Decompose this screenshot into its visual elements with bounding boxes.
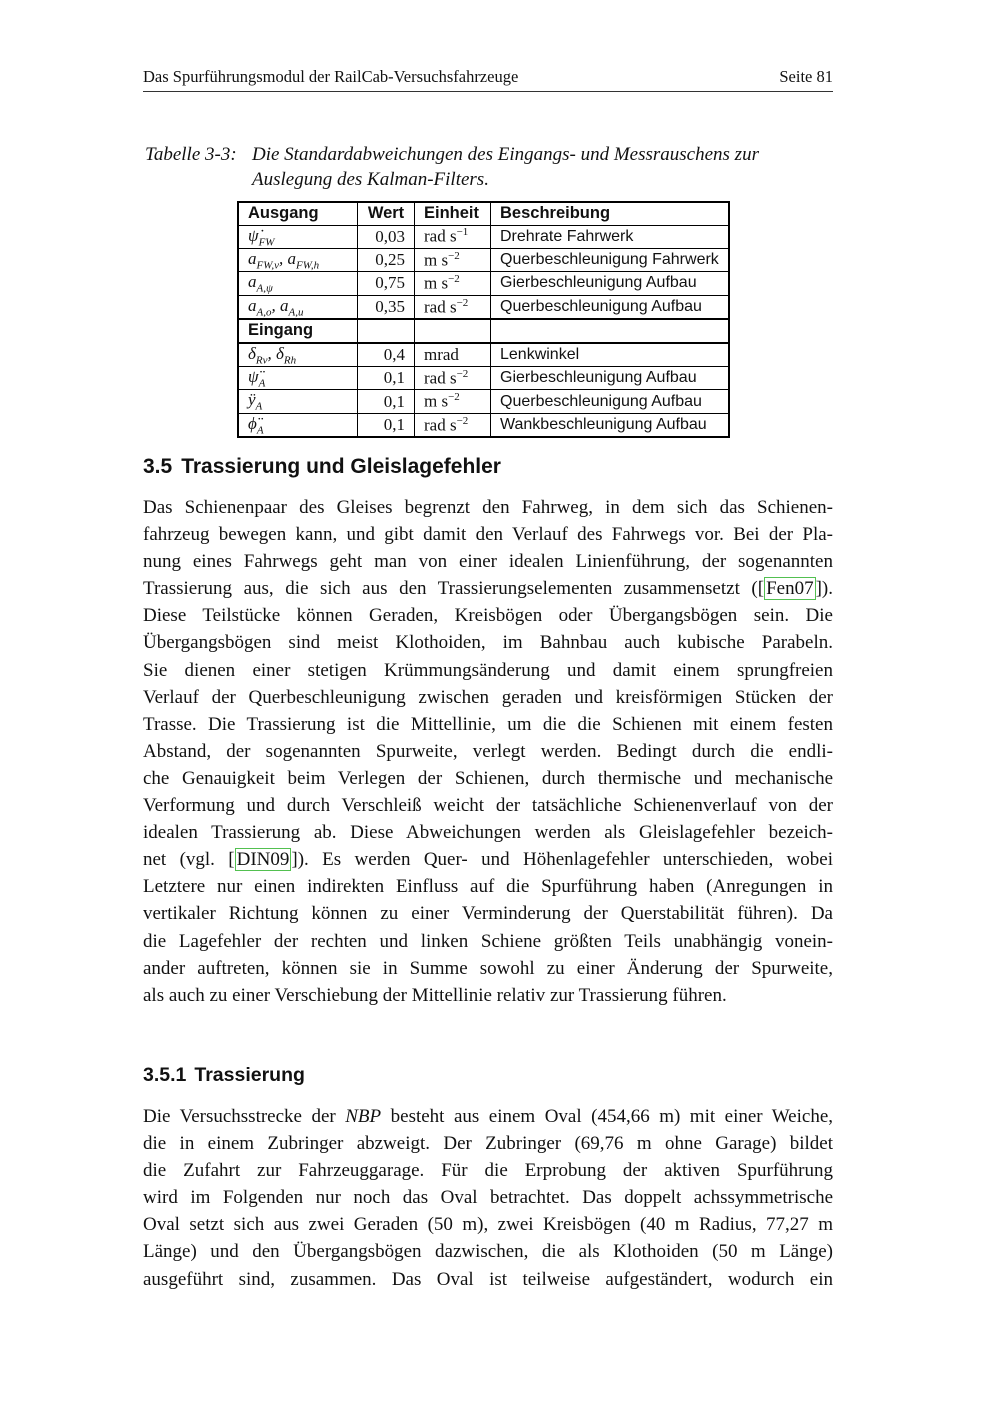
bracket-open: [ (757, 578, 765, 600)
text-line: wird im Folgenden nur noch das Oval betrachtet. Das doppelt achssymmetrische (143, 1187, 833, 1209)
value-cell: 0,25 (358, 248, 415, 271)
unit-cell: m $s^{-2}$ (415, 248, 491, 271)
text-line: net (vgl. [ DIN09 ]). Es werden Quer- und Höhenlagefehler unterschieden, wobei (143, 849, 833, 871)
text-line: vertikaler Richtung können zu einer Verminderung der Querstabilität führen). Da (143, 903, 833, 925)
table-group-row (238, 319, 729, 343)
text-line: die in einem Zubringer abzweigt. Der Zubringer (69,76 m ohne Garage) bildet (143, 1133, 833, 1155)
table-row (238, 366, 729, 389)
table-row (238, 413, 729, 437)
text-line: Die Versuchsstrecke der NBP besteht aus einem Oval (454,66 m) mit einer Weiche, (143, 1106, 833, 1127)
noise-std-table (237, 201, 730, 438)
text-line: idealen Trassierung ab. Diese Abweichungen werden als Gleislagefehler bezeich- (143, 822, 833, 844)
table-row (238, 248, 729, 271)
subsection-heading (143, 1064, 305, 1087)
text-line: ausgeführt sind, zusammen. Das Oval ist teilweise aufgeständert, wodurch ein (143, 1268, 833, 1290)
subsection-number: 3.5.1 (143, 1064, 187, 1086)
value-cell: 0,75 (358, 272, 415, 295)
running-header (143, 66, 833, 92)
col-header-beschreibung: Beschreibung (491, 202, 729, 225)
text-line: Letztere nur einen indirekten Einfluss auf die Spurführung haben (Anregungen in (143, 876, 833, 898)
value-cell: 0,03 (358, 225, 415, 248)
table-caption (145, 142, 833, 192)
section-heading (143, 455, 501, 479)
caption-text (252, 142, 833, 192)
symbol-cell: $ÿ_A$ (238, 390, 358, 413)
group-header-eingang: Eingang (238, 319, 358, 343)
empty-cell (491, 319, 729, 343)
subsection-paragraph (143, 1103, 833, 1293)
text-line: Trasse. Die Trassierung ist die Mittellinie, um die die Schienen mit einem festen (143, 713, 833, 735)
description-cell: Lenkwinkel (491, 343, 729, 367)
symbol-cell: $a_{FW,v}$, $a_{FW,h}$ (238, 248, 358, 271)
col-header-ausgang: Ausgang (238, 202, 358, 225)
text-line: Verlauf der Querbeschleunigung zwischen geraden und kreisförmigen Stücken der (143, 686, 833, 708)
section-title: Trassierung und Gleislagefehler (181, 455, 501, 478)
table-row (238, 295, 729, 319)
description-cell: Gierbeschleunigung Aufbau (491, 366, 729, 389)
symbol-cell: $\phï_A$ (238, 413, 358, 437)
text-line: nung eines Fahrwegs geht man von einer idealen Linienführung, der sogenannten (143, 551, 833, 573)
col-header-wert: Wert (358, 202, 415, 225)
empty-cell (415, 319, 491, 343)
text-line: che Genauigkeit beim Verlegen der Schienen, durch thermische und mechanische (143, 767, 833, 789)
unit-cell: rad $s^{-2}$ (415, 295, 491, 319)
text-line: die Zufahrt zur Fahrzeuggarage. Für die Erprobung der aktiven Spurführung (143, 1160, 833, 1182)
symbol-cell: $a_{A,\psi}$ (238, 272, 358, 295)
bracket-close: ]). (815, 578, 833, 600)
text-line: Sie dienen einer stetigen Krümmungsänderung und damit einem sprungfreien (143, 659, 833, 681)
text-line: Oval setzt sich aus zwei Geraden (50 m), zwei Kreisbögen (40 m Radius, 77,27 m (143, 1214, 833, 1236)
symbol-cell: $a_{A,o}$, $a_{A,u}$ (238, 295, 358, 319)
bracket-close: ]). Es werden Quer- und Höhenlagefehler unterschieden, wobei (291, 849, 833, 871)
value-cell: 0,35 (358, 295, 415, 319)
table-row (238, 390, 729, 413)
citation-din09[interactable]: DIN09 (236, 849, 290, 871)
text-line: Abstand, der sogenannten Spurweite, verlegt werden. Bedingt durch die endli- (143, 740, 833, 762)
table-row (238, 272, 729, 295)
text-line: Übergangsbögen sind meist Klothoiden, im Bahnbau auch kubische Parabeln. (143, 632, 833, 654)
description-cell: Wankbeschleunigung Aufbau (491, 413, 729, 437)
subsection-title: Trassierung (194, 1064, 305, 1086)
symbol-cell: $\psï_A$ (238, 366, 358, 389)
bracket-open: [ (228, 849, 235, 871)
caption-line: Die Standardabweichungen des Eingangs- und Messrauschens zur (252, 144, 759, 165)
text-line: fahrzeug bewegen kann, und gibt damit den Verlauf des Fahrwegs vor. Bei der Pla- (143, 524, 833, 546)
description-cell: Querbeschleunigung Fahrwerk (491, 248, 729, 271)
symbol-cell: $\psi̇_{FW}$ (238, 225, 358, 248)
description-cell: Gierbeschleunigung Aufbau (491, 272, 729, 295)
empty-cell (358, 319, 415, 343)
text-line: Diese Teilstücke können Geraden, Kreisbögen oder Übergangsbögen sein. Die (143, 605, 833, 627)
value-cell: 0,1 (358, 390, 415, 413)
text-line: Trassierung aus, die sich aus den Trassierungselementen zusammensetzt ([ Fen07 ]). (143, 578, 833, 600)
unit-cell: rad $s^{-1}$ (415, 225, 491, 248)
unit-cell: rad $s^{-2}$ (415, 413, 491, 437)
caption-line: Auslegung des Kalman-Filters. (252, 169, 489, 190)
section-number: 3.5 (143, 455, 173, 478)
symbol-cell: $\delta_{Rv}$, $\delta_{Rh}$ (238, 343, 358, 367)
text-line: Länge) und den Übergangsbögen dazwischen, die als Klothoiden (50 m Länge) (143, 1241, 833, 1263)
header-title: Das Spurführungsmodul der RailCab-Versuchsfahrzeuge (143, 67, 519, 86)
text-line: als auch zu einer Verschiebung der Mittellinie relativ zur Trassierung führen. (143, 984, 727, 1006)
section-paragraph (143, 494, 833, 1009)
description-cell: Querbeschleunigung Aufbau (491, 295, 729, 319)
unit-cell: rad $s^{-2}$ (415, 366, 491, 389)
abbrev-nbp: NBP (345, 1106, 382, 1127)
text-line: Verformung und durch Verschleiß weicht der tatsächliche Schienenverlauf von der (143, 795, 833, 817)
description-cell: Querbeschleunigung Aufbau (491, 390, 729, 413)
unit-cell: m $s^{-2}$ (415, 390, 491, 413)
value-cell: 0,1 (358, 366, 415, 389)
unit-cell: m $s^{-2}$ (415, 272, 491, 295)
value-cell: 0,4 (358, 343, 415, 367)
table-row (238, 225, 729, 248)
caption-label: Tabelle 3-3: (145, 144, 237, 165)
unit-cell: mrad (415, 343, 491, 367)
citation-fen07[interactable]: Fen07 (766, 578, 814, 600)
text-line: ander auftreten, können sie in Summe sowohl zu einer Änderung der Spurweite, (143, 957, 833, 979)
table-header-row (238, 202, 729, 225)
col-header-einheit: Einheit (415, 202, 491, 225)
text-line: Das Schienenpaar des Gleises begrenzt den Fahrweg, in dem sich das Schienen- (143, 497, 833, 518)
page-number: Seite 81 (779, 67, 833, 86)
value-cell: 0,1 (358, 413, 415, 437)
table-row (238, 343, 729, 367)
text-line: die Lagefehler der rechten und linken Schiene größten Teils unabhängig vonein- (143, 930, 833, 952)
description-cell: Drehrate Fahrwerk (491, 225, 729, 248)
